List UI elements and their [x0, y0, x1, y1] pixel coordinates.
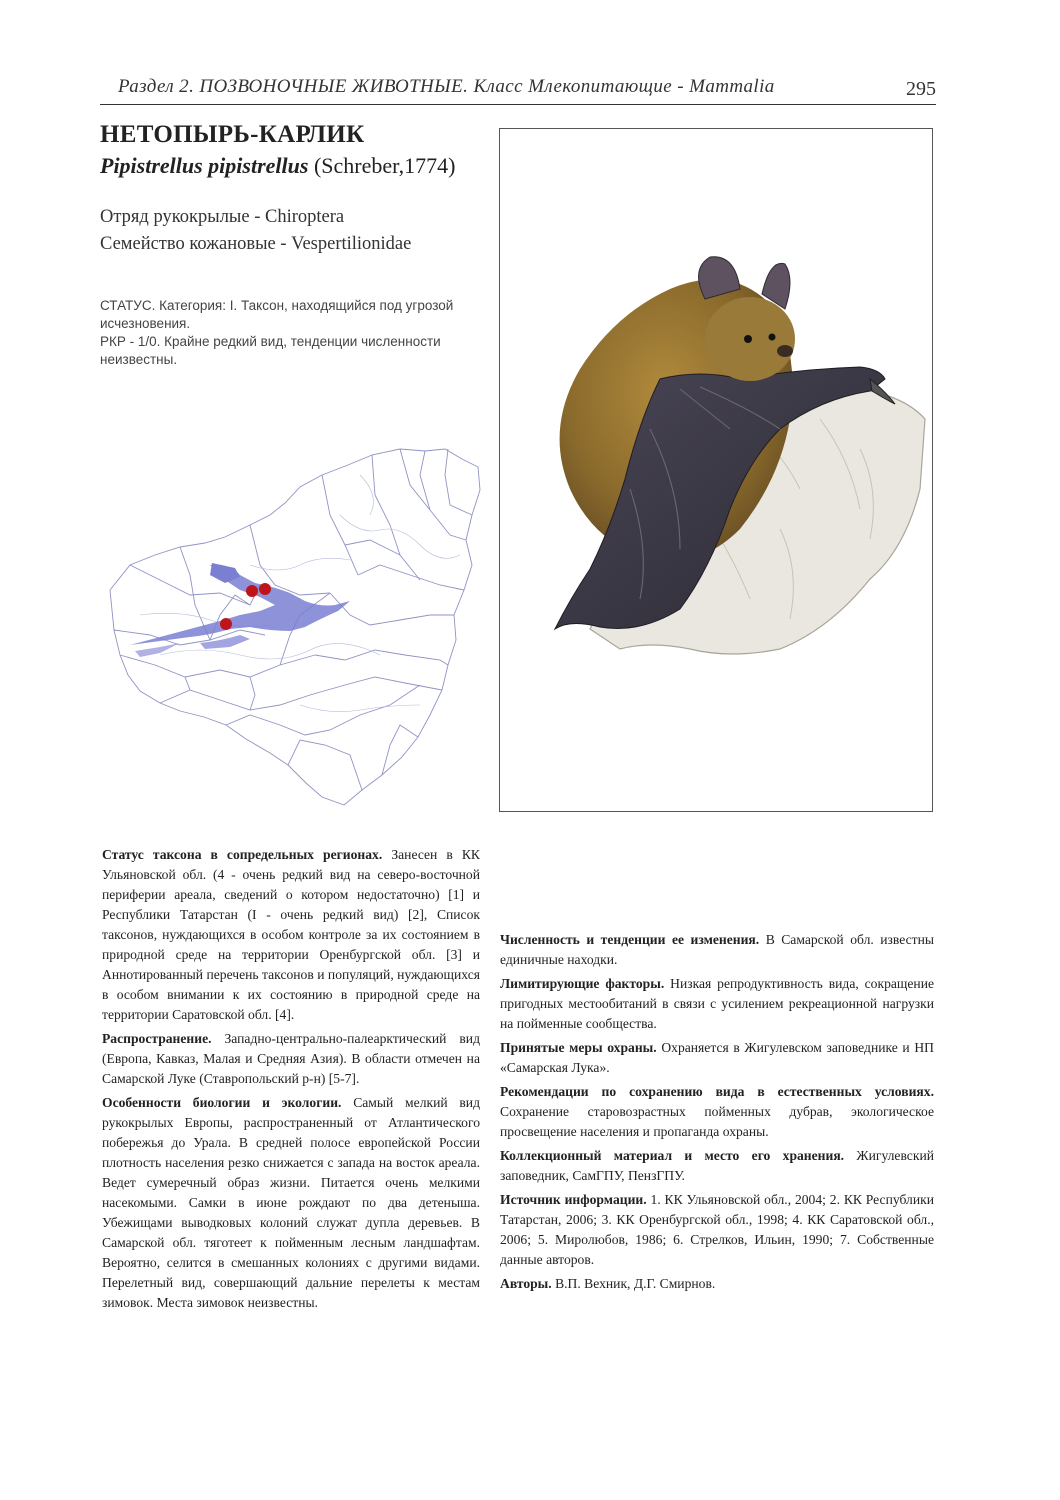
text-range: Западно-центрально-палеарктический вид (Европа, Кавказ, Малая и Средняя Азия). В области отмечен на Самарской Луке (Ставропольский р-н) [5-7].: [102, 1031, 480, 1086]
heading-range: Распространение.: [102, 1031, 212, 1046]
para-collection: [500, 1146, 934, 1186]
species-author: (Schreber,1774): [313, 153, 456, 178]
text-numbers: В Самарской обл. известны единичные находки.: [500, 932, 934, 967]
order-line: Отряд рукокрылые - Chiroptera: [100, 207, 345, 227]
left-column: [102, 845, 480, 1317]
text-biology: Самый мелкий вид рукокрылых Европы, распространенный от Атлантического побережья до Урала. В средней полосе европейской России плотность населения резко снижается с запада на восток ареала. Ведет сумеречный образ жизни. Питается очень мелкими насекомыми. Самки в июне рождают по два детеныша. Убежищами выводковых колоний служат дупла деревьев. В Самарской обл. тяготеет к пойменным лесным ландшафтам. Вероятно, селится в смешанных колониях с другими видами. Перелетный вид, совершающий дальние перелеты к местам зимовок. Места зимовок неизвестны.: [102, 1095, 480, 1310]
para-neighbor-regions: [102, 845, 480, 1025]
heading-collection: Коллекционный материал и место его хранения.: [500, 1148, 845, 1163]
text-measures: Охраняется в Жигулевском заповеднике и НП «Самарская Лука».: [500, 1040, 934, 1075]
header-section-title: Раздел 2. ПОЗВОНОЧНЫЕ ЖИВОТНЫЕ. Класс Млекопитающие - Mammalia: [118, 76, 775, 97]
distribution-map: [100, 415, 485, 815]
right-column: [500, 930, 934, 1298]
page-number: 295: [906, 78, 936, 100]
heading-limits: Лимитирующие факторы.: [500, 976, 665, 991]
status-rkr: РКР - 1/0. Крайне редкий вид, тенденции численности неизвестны.: [100, 334, 441, 367]
heading-recommendations: Рекомендации по сохранению вида в естественных условиях.: [500, 1084, 934, 1099]
bat-eye: [744, 335, 752, 343]
para-measures: [500, 1038, 934, 1078]
text-collection: Жигулевский заповедник, СамГПУ, ПензГПУ.: [500, 1148, 934, 1183]
species-name-latin: Pipistrellus pipistrellus: [100, 153, 309, 178]
text-limits: Низкая репродуктивность вида, сокращение пригодных местообитаний в связи с усилением рекреационной нагрузки на пойменные сообщества.: [500, 976, 934, 1031]
para-authors: [500, 1274, 934, 1294]
record-marker: [220, 618, 232, 630]
volga-river: [130, 565, 350, 645]
para-limits: [500, 974, 934, 1034]
para-numbers: [500, 930, 934, 970]
heading-authors: Авторы.: [500, 1276, 552, 1291]
record-marker: [246, 585, 258, 597]
text-sources: 1. КК Ульяновской обл., 2004; 2. КК Республики Татарстан, 2006; 3. КК Оренбургской обл., 1998; 4. КК Саратовской обл., 2006; 5. Миролюбов, 1986; 6. Стрелков, Ильин, 1990; 7. Собственные данные авторов.: [500, 1192, 934, 1267]
species-latin-line: [100, 153, 455, 179]
heading-sources: Источник информации.: [500, 1192, 647, 1207]
status-category: СТАТУС. Категория: I. Таксон, находящийся под угрозой исчезновения.: [100, 298, 454, 331]
heading-biology: Особенности биологии и экологии.: [102, 1095, 342, 1110]
record-marker: [259, 583, 271, 595]
text-recommendations: Сохранение старовозрастных пойменных дубрав, экологическое просвещение населения и пропаганда охраны.: [500, 1104, 934, 1139]
species-name-ru: НЕТОПЫРЬ-КАРЛИК: [100, 121, 365, 148]
para-sources: [500, 1190, 934, 1270]
para-recommendations: [500, 1082, 934, 1142]
family-line: Семейство кожановые - Vespertilionidae: [100, 234, 412, 254]
heading-neighbor: Статус таксона в сопредельных регионах.: [102, 847, 383, 862]
species-illustration-frame: [499, 128, 933, 812]
status-block: [100, 297, 470, 369]
heading-numbers: Численность и тенденции ее изменения.: [500, 932, 760, 947]
text-neighbor: Занесен в КК Ульяновской обл. (4 - очень редкий вид на северо-восточной периферии ареала, сведений о котором недостаточно) [1] и Республики Татарстан (I - очень редкий вид) [2], Список таксонов, нуждающихся в особом контроле за их состоянием в природной среде на территории Оренбургской обл. [3] и Аннотированный перечень таксонов и популяций, нуждающихся в особом внимании к их состоянию в природной среде на территории Саратовской обл. [4].: [102, 847, 480, 1022]
running-header: [100, 74, 936, 105]
heading-measures: Принятые меры охраны.: [500, 1040, 657, 1055]
text-authors: В.П. Вехник, Д.Г. Смирнов.: [555, 1276, 716, 1291]
bat-eye: [769, 334, 776, 341]
para-biology: [102, 1093, 480, 1313]
para-range: [102, 1029, 480, 1089]
bat-illustration: [500, 129, 932, 811]
